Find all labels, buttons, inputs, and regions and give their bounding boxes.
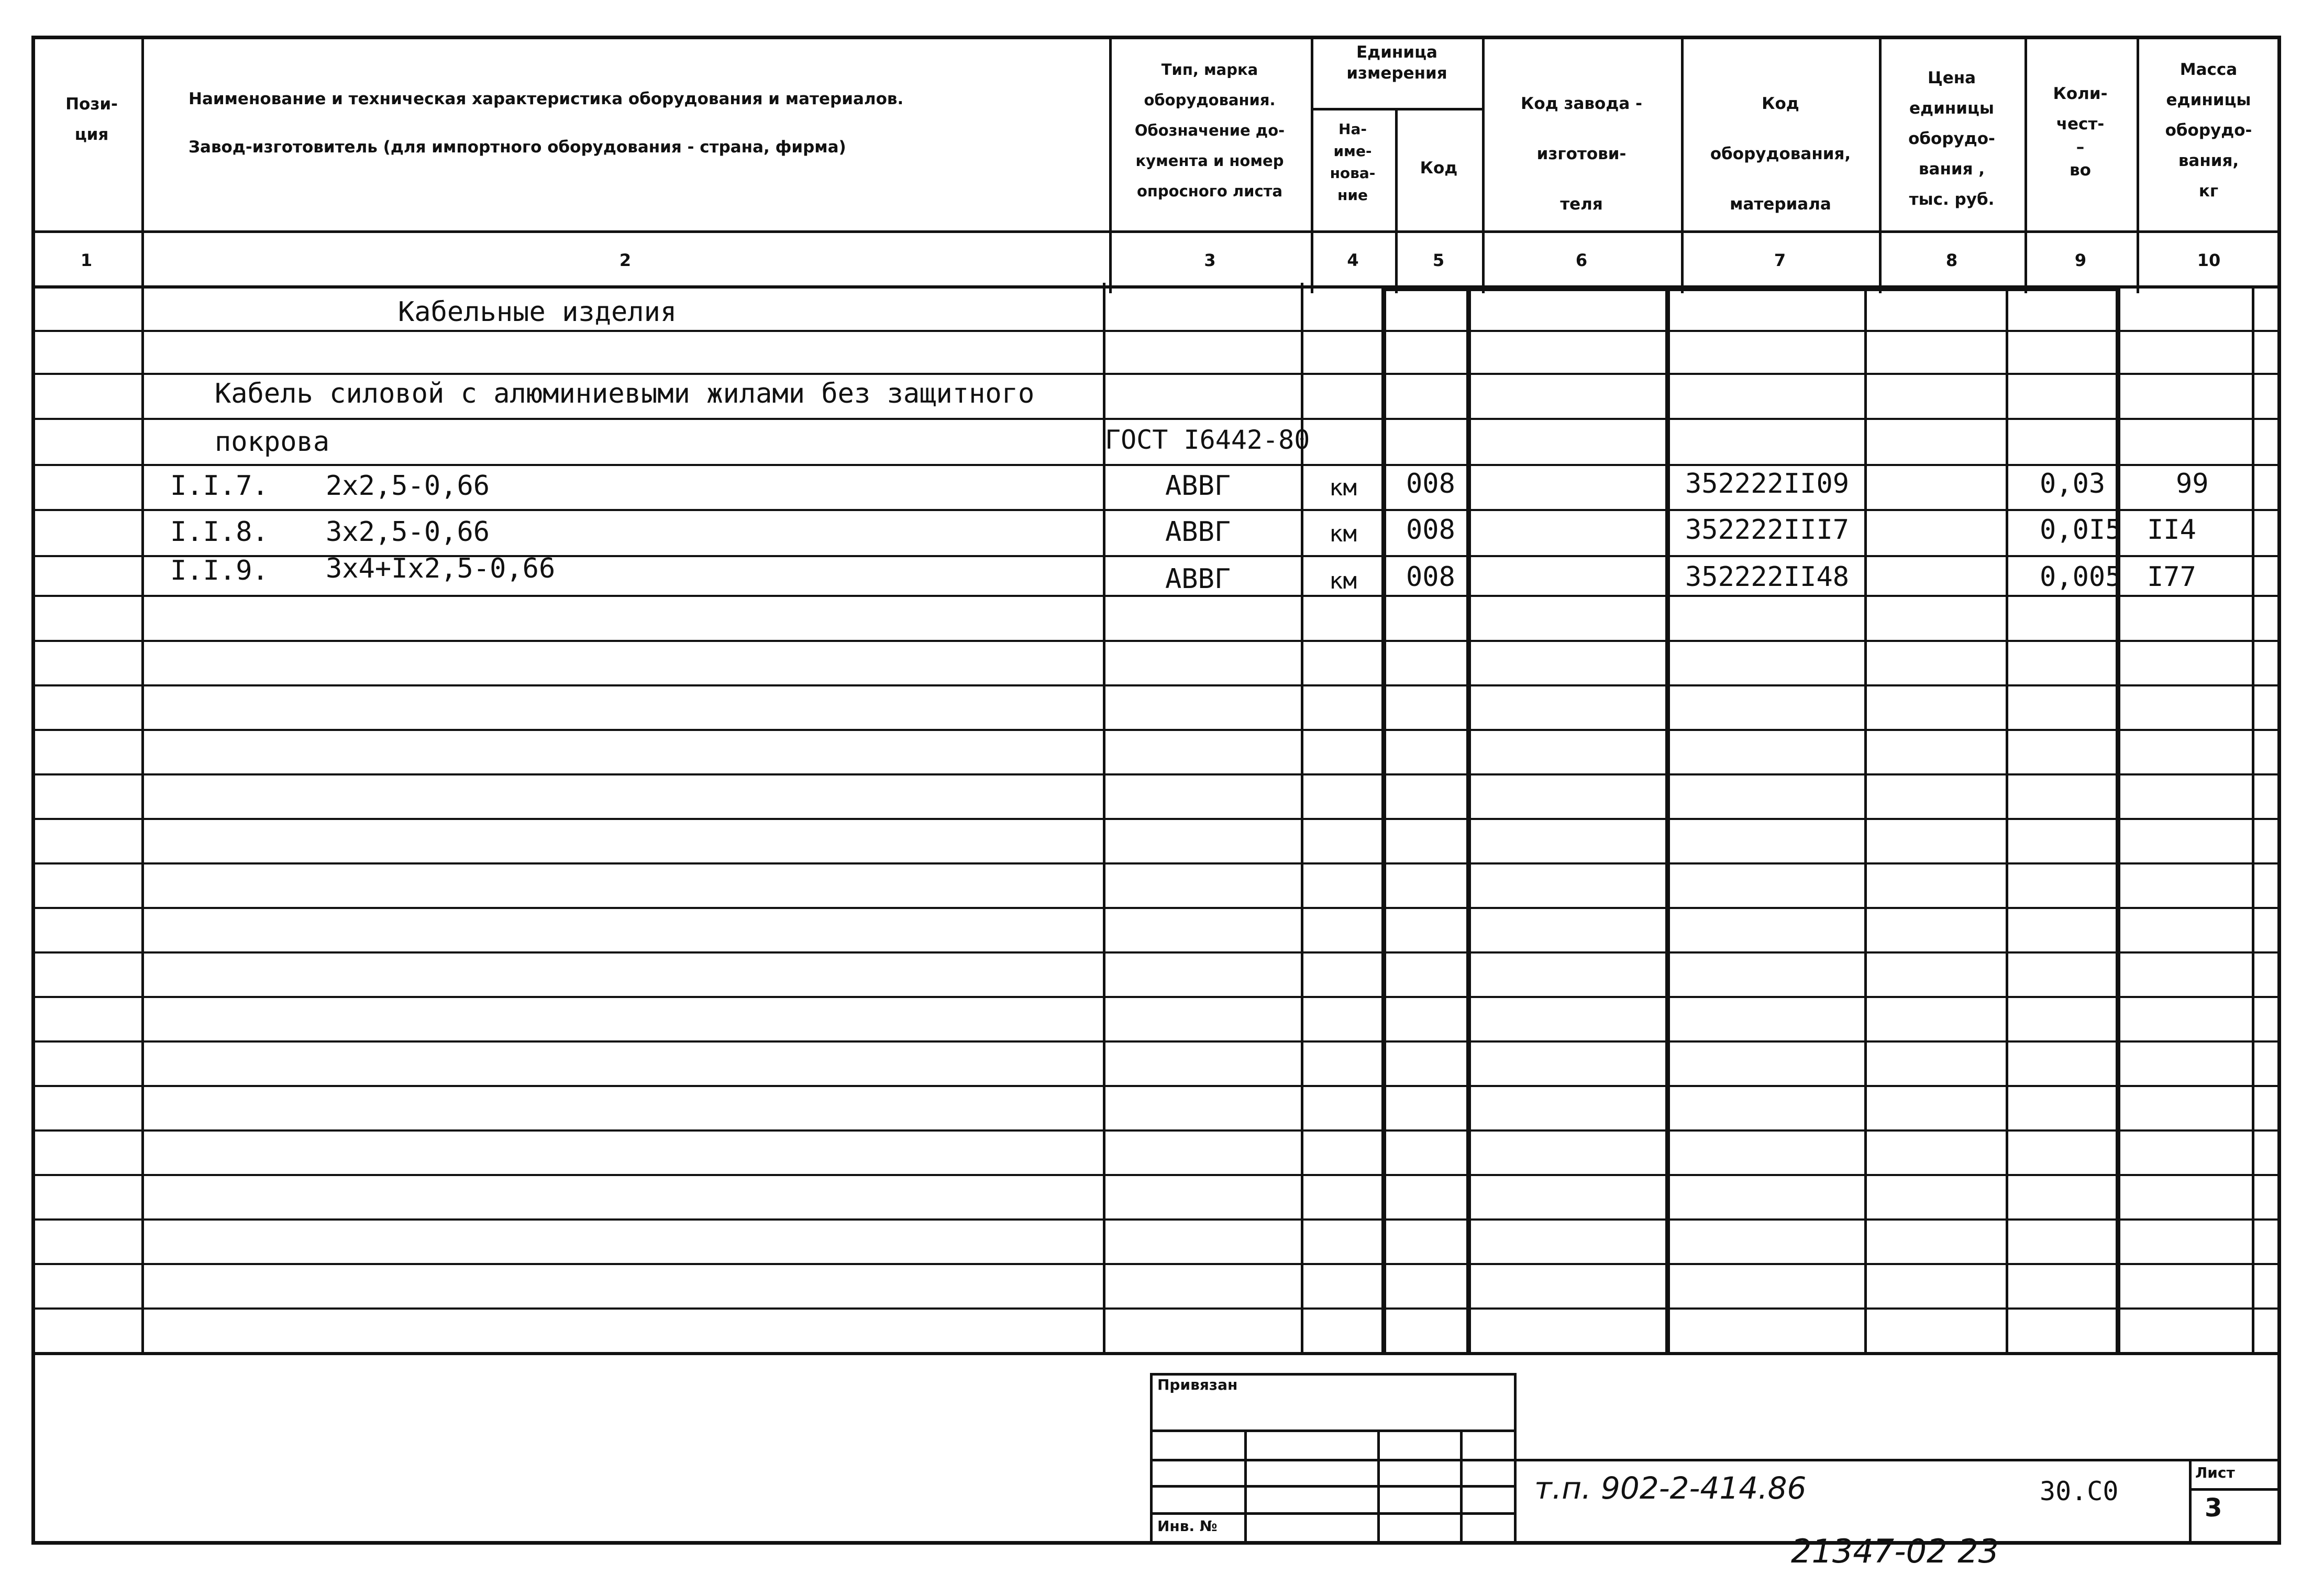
- row-spec: 2x2,5-0,66: [326, 470, 490, 502]
- header-quantity: Коли- чест- – во: [2053, 84, 2108, 180]
- row-quantity: 0,0I5: [2040, 514, 2122, 546]
- colnum-4: 4: [1347, 250, 1359, 270]
- row-position: I.I.8.: [170, 516, 269, 548]
- header-unit-name: На- име- нова- ние: [1330, 120, 1376, 204]
- stamp-divider: [1460, 1429, 1463, 1545]
- stamp-divider: [1377, 1429, 1380, 1545]
- table-row-line: [31, 1174, 2281, 1176]
- item-description-line2: покрова: [215, 426, 330, 458]
- col-divider: [141, 36, 144, 1355]
- table-row-line: [31, 951, 2281, 954]
- table-row-line: [31, 684, 2281, 686]
- col-divider-thick: [2116, 287, 2120, 1355]
- colnum-3: 3: [1204, 250, 1216, 270]
- col-divider-thick: [1381, 287, 1386, 1355]
- col-divider: [2006, 287, 2008, 1355]
- header-maker-code: Код завода - изготови- теля: [1521, 94, 1642, 214]
- table-row-line: [31, 1040, 2281, 1043]
- row-unit-code: 008: [1406, 514, 1455, 546]
- row-spec: 3x4+Ix2,5-0,66: [326, 553, 556, 584]
- colnum-10: 10: [2197, 250, 2221, 270]
- col-divider-thick: [1466, 287, 1471, 1355]
- row-position: I.I.7.: [170, 470, 269, 502]
- table-row-line: [31, 862, 2281, 864]
- document-code: 30.C0: [2040, 1476, 2119, 1506]
- header-type: Тип, марка оборудования. Обозначение до- кумента и номер опросного листа: [1134, 61, 1285, 200]
- standard-ref: ГОСТ I6442-80: [1105, 425, 1310, 455]
- header-name: Наименование и техническая характеристика оборудования и материалов. Завод-изготовитель (для импортного оборудования - страна, фирма): [189, 90, 904, 157]
- row-type: АВВГ: [1165, 563, 1231, 595]
- row-type: АВВГ: [1165, 470, 1231, 502]
- table-row-line: [31, 1129, 2281, 1132]
- project-number: т.п. 902-2-414.86: [1534, 1470, 1807, 1506]
- colnum-6: 6: [1575, 250, 1588, 270]
- table-row-line: [31, 773, 2281, 775]
- row-spec: 3x2,5-0,66: [326, 516, 490, 548]
- sheet-box-divider: [2189, 1459, 2192, 1545]
- row-position: I.I.9.: [170, 555, 269, 586]
- row-unit-code: 008: [1406, 468, 1455, 500]
- col-divider-thick: [1665, 287, 1670, 1355]
- table-row-line: [31, 595, 2281, 597]
- item-description-line1: Кабель силовой с алюминиевыми жилами без защитного: [215, 378, 1035, 409]
- sheet-number: 3: [2205, 1493, 2222, 1523]
- row-material-code: 352222II09: [1685, 468, 1850, 500]
- table-row-line: [31, 1085, 2281, 1087]
- sheet-box-line: [2189, 1488, 2281, 1491]
- title-block-top: [1517, 1459, 2281, 1461]
- header-bottom-line: [31, 230, 2281, 233]
- colnum-2: 2: [619, 250, 632, 270]
- header-unit: Единица измерения: [1346, 43, 1447, 83]
- table-row-line: [31, 640, 2281, 642]
- header-unit-code: Код: [1420, 159, 1458, 178]
- table-row-line: [31, 818, 2281, 820]
- table-bottom-line: [31, 1352, 2281, 1355]
- unit-subheader-line: [1311, 108, 1485, 110]
- col-divider: [2252, 287, 2254, 1355]
- row-material-code: 352222II48: [1685, 561, 1850, 593]
- header-position: Пози- ция: [65, 95, 118, 144]
- colnum-5: 5: [1432, 250, 1445, 270]
- colnum-7: 7: [1774, 250, 1786, 270]
- colnum-1: 1: [80, 250, 93, 270]
- header-price: Цена единицы оборудо- вания , тыс. руб.: [1908, 69, 1995, 209]
- table-row-line: [31, 729, 2281, 731]
- row-unit: км: [1329, 568, 1357, 594]
- inventory-label: Инв. №: [1157, 1517, 1218, 1535]
- row-unit: км: [1329, 520, 1357, 547]
- stamp-divider: [1244, 1429, 1247, 1545]
- row-material-code: 352222III7: [1685, 514, 1850, 546]
- colnum-9: 9: [2074, 250, 2087, 270]
- row-unit-code: 008: [1406, 561, 1455, 593]
- section-title: Кабельные изделия: [398, 296, 677, 328]
- archive-stamp: 21347-02 23: [1791, 1532, 1999, 1570]
- table-row-line: [31, 1307, 2281, 1310]
- row-mass: I77: [2147, 561, 2196, 593]
- table-row-line: [31, 1218, 2281, 1221]
- table-row-line: [31, 1263, 2281, 1265]
- row-unit: км: [1329, 474, 1357, 501]
- table-row-line: [31, 330, 2281, 332]
- row-mass: II4: [2147, 514, 2196, 546]
- sheet-label: Лист: [2195, 1464, 2235, 1481]
- header-material-code: Код оборудования, материала: [1710, 94, 1851, 214]
- thick-frame-top: [1382, 289, 2116, 291]
- row-type: АВВГ: [1165, 516, 1231, 548]
- col-divider: [1864, 287, 1867, 1355]
- row-mass: 99: [2176, 468, 2209, 500]
- colnum-8: 8: [1945, 250, 1958, 270]
- header-mass: Масса единицы оборудо- вания, кг: [2165, 60, 2252, 201]
- table-row-line: [31, 907, 2281, 909]
- bound-label: Привязан: [1157, 1376, 1238, 1393]
- row-quantity: 0,03: [2040, 468, 2106, 500]
- row-quantity: 0,005: [2040, 561, 2122, 593]
- table-row-line: [31, 996, 2281, 998]
